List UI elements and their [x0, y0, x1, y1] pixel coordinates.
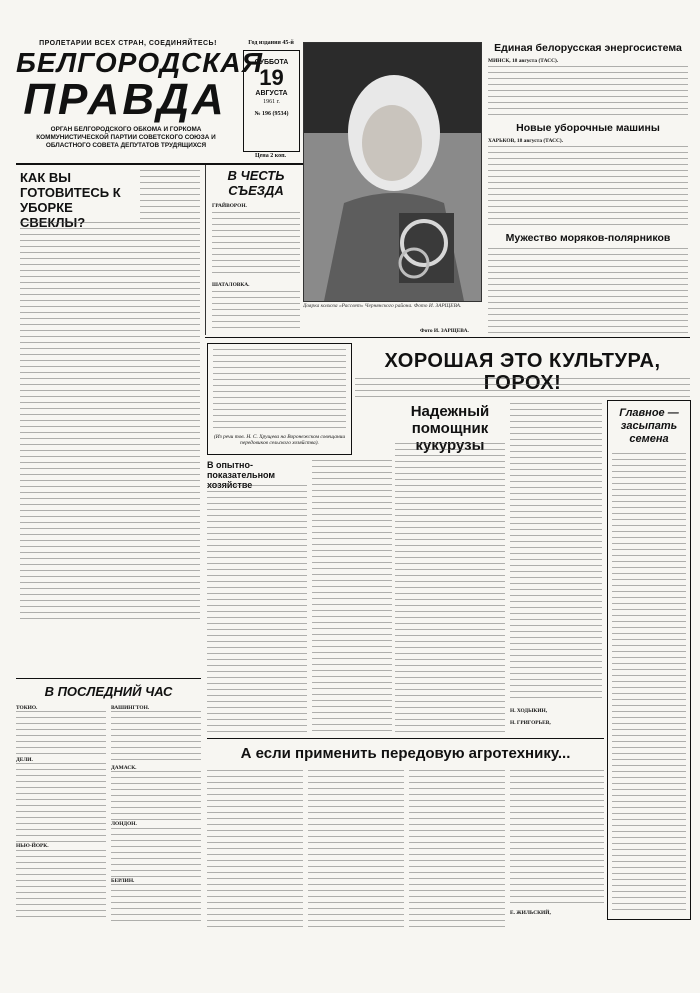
- corn-text-col2: [510, 403, 602, 703]
- latest-top-rule: [16, 678, 201, 679]
- congress-headline: В ЧЕСТЬ СЪЕЗДА: [227, 168, 285, 198]
- agrotech-headline: А если применить передовую агротехнику...: [240, 745, 571, 762]
- day-number: 19: [259, 65, 284, 90]
- agrotech-text-col3: [409, 770, 505, 930]
- harvesters-dateline: ХАРЬКОВ, 18 августа (ТАСС).: [488, 138, 564, 144]
- month: АВГУСТА: [255, 90, 288, 97]
- latest-item-label: НЬЮ-ЙОРК.: [16, 843, 49, 850]
- corn-author2: Н. ГРИГОРЬЕВ,: [510, 720, 551, 726]
- price: Цена 2 коп.: [254, 153, 287, 159]
- khrushchev-quote-box: [207, 343, 352, 455]
- khrushchev-quote-source: (Из речи тов. Н. С. Хрущева на Воронежском совещании передовиков сельского хозяйства).: [213, 434, 346, 447]
- latest-col1: [16, 705, 106, 935]
- latest-item-text: [111, 711, 201, 765]
- issue-number: № 196 (9534): [254, 111, 289, 117]
- date-box: [243, 50, 300, 152]
- agrotech-top-rule: [207, 738, 604, 739]
- section-rule: [205, 337, 690, 338]
- year-of-publication: Год издания 45-й: [248, 40, 294, 46]
- beet-headline: КАК ВЫ ГОТОВИТЕСЬ К УБОРКЕ СВЕКЛЫ?: [20, 170, 121, 230]
- photo-credit: Фото И. ЗАРЩЕВА.: [420, 328, 469, 334]
- energy-headline: Единая белорусская энергосистема: [494, 42, 682, 54]
- congress-place1: ГРАЙВОРОН.: [212, 203, 247, 209]
- masthead-title-line2: ПРАВДА: [23, 75, 227, 124]
- congress-text2: [212, 291, 300, 333]
- masthead-subtitle: ОРГАН БЕЛГОРОДСКОГО ОБКОМА И ГОРКОМА КОММУНИСТИЧЕСКОЙ ПАРТИИ СОВЕТСКОГО СОЮЗА И ОБЛАСТНОГО СОВЕТА ДЕПУТАТОВ ТРУДЯЩИХСЯ: [36, 126, 216, 149]
- experimental-text: [207, 485, 307, 733]
- photo-caption: Доярка колхоза «Рассвет» Чернянского района. Фото И. ЗАРЩЕВА.: [303, 303, 462, 309]
- beet-body-text: [20, 222, 200, 622]
- weekday: СУББОТА: [254, 59, 289, 66]
- latest-item-label: ТОКИО.: [16, 705, 38, 711]
- latest-col2: [111, 705, 201, 935]
- latest-item-label: ЛОНДОН.: [111, 821, 137, 828]
- agrotech-text-col1: [207, 770, 303, 930]
- corn-headline: Надежный помощник кукурузы: [410, 403, 490, 454]
- congress-text1: [212, 212, 300, 277]
- harvesters-text: [488, 146, 688, 228]
- sailors-text: [488, 248, 688, 333]
- agrotech-text-col2: [308, 770, 404, 930]
- latest-item-text: [111, 884, 201, 922]
- congress-place2: ШАТАЛОВКА.: [212, 282, 250, 288]
- date-year: 1961 г.: [263, 99, 280, 105]
- latest-item-label: ДАМАСК.: [111, 765, 137, 772]
- latest-item-label: ДЕЛИ.: [16, 757, 33, 764]
- seeds-box: [607, 400, 691, 920]
- khrushchev-quote-text: [213, 349, 346, 431]
- masthead-slogan: ПРОЛЕТАРИИ ВСЕХ СТРАН, СОЕДИНЯЙТЕСЬ!: [39, 40, 217, 47]
- latest-item-text: [111, 828, 201, 878]
- corn-author1: Н. ХОДЫКИН,: [510, 708, 548, 714]
- latest-item-text: [111, 771, 201, 821]
- corn-text-col1: [395, 443, 505, 733]
- agrotech-author: Е. ЖИЛЬСКИЙ,: [510, 910, 551, 916]
- latest-headline: В ПОСЛЕДНИЙ ЧАС: [44, 684, 173, 699]
- masthead-rule: [16, 163, 304, 165]
- beet-lead-text: [140, 170, 200, 220]
- agrotech-text-col4: [510, 770, 604, 905]
- energy-dateline: МИНСК, 18 августа (ТАСС).: [488, 58, 559, 64]
- latest-item-text: [16, 711, 106, 757]
- masthead-title-line1: БЕЛГОРОДСКАЯ: [16, 47, 264, 78]
- energy-text: [488, 66, 688, 118]
- latest-item-text: [16, 850, 106, 918]
- seeds-headline: Главное — засыпать семена: [619, 407, 679, 445]
- harvesters-headline: Новые уборочные машины: [516, 122, 660, 134]
- photo-illustration: [304, 43, 481, 301]
- seeds-text: [612, 453, 686, 913]
- experimental-text-col2: [312, 460, 392, 733]
- peas-banner-headline: ХОРОШАЯ ЭТО КУЛЬТУРА, ГОРОХ!: [384, 350, 661, 394]
- sailors-headline: Мужество моряков-полярников: [505, 232, 671, 244]
- peas-lead-text: [355, 378, 690, 398]
- latest-item-label: ВАШИНГТОН.: [111, 705, 150, 711]
- latest-item-label: БЕРЛИН.: [111, 877, 135, 884]
- milkmaid-photo: [303, 42, 482, 302]
- latest-item-text: [16, 763, 106, 843]
- experimental-headline: В опытно-показательном хозяйстве: [207, 460, 276, 490]
- column-divider: [205, 165, 206, 335]
